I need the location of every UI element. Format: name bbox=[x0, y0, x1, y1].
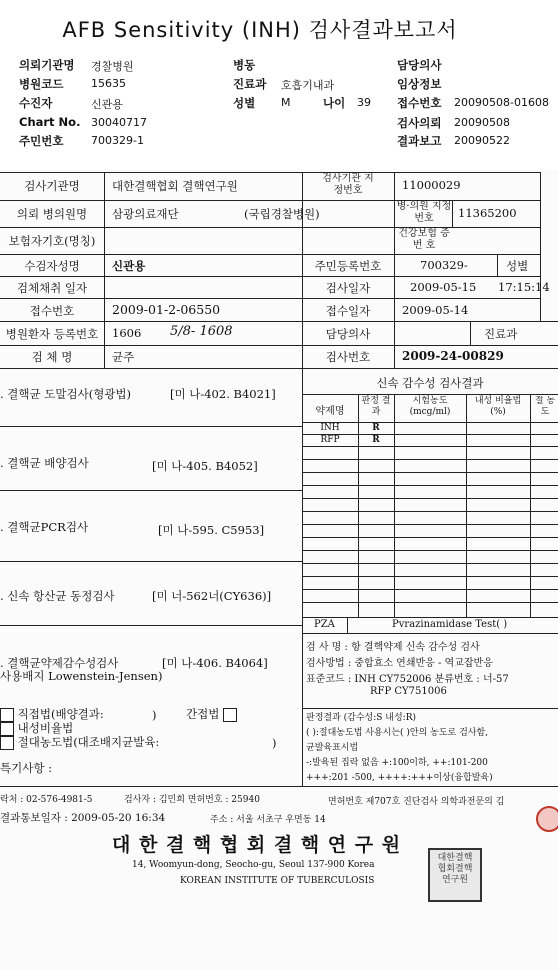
insurance-label: 건강보험 증 번 호 bbox=[398, 228, 450, 251]
rapid-line bbox=[302, 459, 558, 460]
resident-no-value: 700329-1 bbox=[91, 134, 144, 147]
chart-no-value: 30040717 bbox=[91, 116, 147, 129]
reg-no-label: 병원환자 등록번호 bbox=[5, 327, 99, 341]
test-dst-name: . 결핵균약제감수성검사 bbox=[0, 656, 119, 670]
patient-value: 신관용 bbox=[91, 98, 123, 111]
patient-label: 수진자 bbox=[19, 96, 53, 110]
abs-conc-label: 절대농도법(대조배지균발육: bbox=[17, 735, 160, 749]
method-name: 검 사 명 : 항 결핵약제 신속 감수성 검사 bbox=[306, 642, 480, 653]
rapid-line bbox=[302, 524, 558, 525]
form-vline bbox=[470, 321, 471, 345]
resident-no-label: 주민번호 bbox=[19, 134, 64, 148]
abs-close: ) bbox=[272, 736, 277, 750]
method-code: 표준코드 : INH CY752006 분류번호 : 너-57 bbox=[306, 674, 509, 685]
rrn-label: 주민등록번호 bbox=[314, 259, 382, 273]
rapid-col-conc: 시험농도 (mcg/ml) bbox=[409, 396, 451, 417]
department-label: 진료과 bbox=[233, 77, 267, 91]
rrn: 700329- bbox=[420, 258, 468, 272]
age-value: 39 bbox=[357, 96, 371, 109]
req-inst: 삼광의료재단 bbox=[112, 207, 179, 221]
org-name-en: KOREAN INSTITUTE OF TUBERCULOSIS bbox=[180, 876, 375, 886]
insurer-label: 보험자기호(명칭) bbox=[8, 234, 96, 248]
notes-label: 특기사항 : bbox=[0, 761, 52, 775]
rapid-line bbox=[302, 511, 558, 512]
form-line bbox=[0, 345, 558, 346]
sex-value: M bbox=[281, 96, 291, 109]
test-smear-code: [미 나-402. B4021] bbox=[170, 387, 276, 401]
rapid-vline bbox=[530, 394, 531, 617]
patient-name: 신관용 bbox=[112, 259, 146, 273]
rapid-drug-rfp: RFP bbox=[320, 435, 340, 445]
hosp-desig-label: 병·의원 지정번호 bbox=[396, 201, 452, 224]
pza-value: Pvrazinamidase Test( ) bbox=[392, 619, 508, 630]
rapid-vline bbox=[394, 394, 395, 617]
receipt-no-label: 접수번호 bbox=[397, 96, 442, 110]
rapid-line bbox=[302, 589, 558, 590]
specimen-label: 검 체 명 bbox=[31, 350, 73, 364]
report-title: AFB Sensitivity (INH) 검사결과보고서 bbox=[62, 18, 458, 42]
receipt-date: 2009-05-14 bbox=[402, 303, 469, 317]
method-block bbox=[304, 636, 558, 786]
rapid-line bbox=[302, 602, 558, 603]
rapid-vline bbox=[466, 394, 467, 617]
reg-handwritten: 5/8- 1608 bbox=[170, 324, 233, 339]
indirect-method bbox=[186, 706, 237, 722]
rapid-col-ratio: 내성 비율법(%) bbox=[474, 396, 522, 417]
form-line bbox=[0, 200, 540, 201]
collect-date-label: 검체채취 일자 bbox=[16, 281, 88, 295]
sex-label: 성별 bbox=[233, 96, 256, 110]
exam-date-label: 검사일자 bbox=[325, 281, 371, 295]
rapid-line bbox=[302, 485, 558, 486]
test-dst-medium: 사용배지 Lowenstein-Jensen) bbox=[0, 669, 163, 683]
request-date-label: 검사의뢰 bbox=[397, 116, 442, 130]
form-line bbox=[0, 786, 558, 787]
footer-examiner: 검사자 : 김민희 면허번호 : 25940 bbox=[124, 795, 260, 805]
report-date-label: 결과보고 bbox=[397, 134, 442, 148]
hospital-code-label: 병원코드 bbox=[19, 77, 64, 91]
indirect-method-label: 간접법 bbox=[186, 707, 220, 721]
rapid-line bbox=[302, 472, 558, 473]
specimen: 균주 bbox=[112, 350, 135, 364]
reg-no: 1606 bbox=[112, 326, 142, 340]
test-dst-code: [미 나-406. B4064] bbox=[162, 656, 268, 670]
sex-field-label: 성별 bbox=[506, 259, 529, 273]
rapid-line bbox=[302, 394, 558, 395]
exam-no-label: 검사번호 bbox=[325, 350, 371, 364]
form-line bbox=[0, 490, 302, 491]
seal-text: 대한결핵협회결핵연구원 bbox=[437, 853, 473, 885]
method-code2: RFP CY751006 bbox=[370, 686, 447, 697]
exam-date: 2009-05-15 bbox=[410, 280, 477, 294]
judge-line-3: -:발육된 집락 없음 +:100이하, ++:101-200 bbox=[306, 758, 488, 768]
judge-line-1: ( ):절대농도법 사용시는( )안의 농도로 검사함, bbox=[306, 728, 489, 738]
rapid-line bbox=[302, 576, 558, 577]
report-date-value: 20090522 bbox=[454, 134, 510, 147]
doctor-label: 담당의사 bbox=[397, 58, 442, 72]
hospital-code-value: 15635 bbox=[91, 77, 126, 90]
org-name-kr: 대 한 결 핵 협 회 결 핵 연 구 원 bbox=[112, 834, 402, 856]
method-method: 검사방법 : 중합효소 연쇄반응 - 역교잡반응 bbox=[306, 658, 493, 669]
clinical-info-label: 임상정보 bbox=[397, 77, 442, 91]
rapid-col-drug: 약제명 bbox=[315, 406, 345, 417]
official-seal bbox=[428, 848, 482, 902]
hospital-label: 의뢰기관명 bbox=[19, 58, 75, 72]
form-line bbox=[0, 298, 540, 299]
judge-title: 판정결과 (감수성:S 내성:R) bbox=[306, 713, 416, 723]
dept-field-label: 진료과 bbox=[484, 327, 518, 341]
form-vline bbox=[452, 200, 453, 227]
test-smear-name: . 결핵균 도말검사(형광법) bbox=[0, 387, 132, 401]
test-pcr-name: . 결핵균PCR검사 bbox=[0, 520, 89, 534]
rapid-vline bbox=[347, 617, 348, 633]
department-value: 호흡기내과 bbox=[281, 79, 335, 92]
rapid-line bbox=[302, 563, 558, 564]
form-line bbox=[0, 426, 302, 427]
receipt-date-label: 접수일자 bbox=[325, 304, 371, 318]
test-culture-name: . 결핵균 배양검사 bbox=[0, 456, 89, 470]
doctor-field-label: 담당의사 bbox=[325, 327, 371, 341]
rapid-drug-inh: INH bbox=[320, 423, 340, 433]
hosp-desig: 11365200 bbox=[458, 206, 517, 220]
form-line bbox=[0, 254, 540, 255]
form-line bbox=[0, 276, 540, 277]
rapid-judge-rfp: R bbox=[372, 435, 380, 445]
rapid-line bbox=[302, 446, 558, 447]
receipt-number: 2009-01-2-06550 bbox=[112, 302, 221, 317]
ward-label: 병동 bbox=[233, 58, 256, 72]
form-line bbox=[0, 368, 558, 369]
resist-ratio-label: 내성비율법 bbox=[17, 721, 74, 735]
judge-line-2: 균발육표시법 bbox=[306, 743, 359, 753]
red-stamp bbox=[536, 806, 558, 832]
test-culture-code: [미 나-405. B4052] bbox=[152, 459, 258, 473]
form-vline bbox=[540, 172, 541, 321]
abs-conc bbox=[0, 734, 159, 750]
test-rapid-id-code: [미 너-562너(CY636)] bbox=[152, 589, 272, 603]
age-label: 나이 bbox=[323, 96, 346, 110]
receipt-label: 접수번호 bbox=[29, 304, 75, 318]
chart-no-label: Chart No. bbox=[19, 115, 81, 129]
test-rapid-id-name: . 신속 항산균 동정검사 bbox=[0, 589, 115, 603]
form-line bbox=[0, 321, 558, 322]
lab-desig: 11000029 bbox=[402, 178, 461, 192]
req-inst-note: (국립경찰병원) bbox=[244, 207, 320, 221]
rapid-judge-inh: R bbox=[372, 423, 380, 433]
rapid-line bbox=[302, 537, 558, 538]
patient-name-label: 수검자성명 bbox=[24, 259, 80, 273]
footer-phone: 락처 : 02-576-4981-5 bbox=[0, 795, 93, 805]
indirect-checkbox[interactable] bbox=[223, 708, 237, 722]
receipt-no-value: 20090508-01608 bbox=[454, 96, 549, 109]
judge-line-4: +++:201 -500, ++++:+++이상(융합발육) bbox=[306, 773, 493, 783]
rapid-title: 신속 감수성 검사결과 bbox=[376, 376, 484, 390]
footer-notice: 결과통보일자 : 2009-05-20 16:34 bbox=[0, 812, 166, 824]
lab-desig-label: 검사기관 지정번호 bbox=[322, 173, 374, 196]
form-vline bbox=[497, 254, 498, 276]
rapid-line bbox=[302, 498, 558, 499]
abs-conc-checkbox[interactable] bbox=[0, 736, 14, 750]
footer-address: 주소 : 서울 서초구 우면동 14 bbox=[210, 815, 326, 825]
direct-method-label: 직접법(배양결과: bbox=[17, 707, 104, 721]
exam-time: 17:15:14 bbox=[498, 280, 550, 294]
form-line bbox=[0, 561, 302, 562]
request-date-value: 20090508 bbox=[454, 116, 510, 129]
direct-close: ) bbox=[152, 708, 157, 722]
rapid-line bbox=[302, 550, 558, 551]
form-line bbox=[0, 227, 540, 228]
rapid-line bbox=[302, 633, 558, 634]
lab-name: 대한결핵협회 결핵연구원 bbox=[112, 179, 238, 193]
form-vline bbox=[394, 172, 395, 368]
pza-label: PZA bbox=[314, 619, 335, 630]
hospital-value: 경찰병원 bbox=[91, 60, 134, 73]
rapid-line bbox=[302, 617, 558, 618]
lab-name-label: 검사기관명 bbox=[24, 179, 80, 193]
exam-no: 2009-24-00829 bbox=[402, 349, 504, 363]
test-pcr-code: [미 나-595. C5953] bbox=[158, 523, 265, 537]
footer-license: 면허번호 제707호 진단검사 의학과전문의 김 bbox=[328, 797, 505, 807]
req-inst-label: 의뢰 병의원명 bbox=[16, 207, 88, 221]
rapid-col-abs: 절 농도 bbox=[534, 396, 556, 417]
rapid-col-judge: 판정 결과 bbox=[361, 396, 391, 417]
form-border-top bbox=[0, 172, 540, 173]
org-address: 14, Woomyun-dong, Seocho-gu, Seoul 137-900 Korea bbox=[132, 860, 375, 870]
form-line bbox=[0, 625, 302, 626]
form-vline bbox=[104, 172, 105, 368]
